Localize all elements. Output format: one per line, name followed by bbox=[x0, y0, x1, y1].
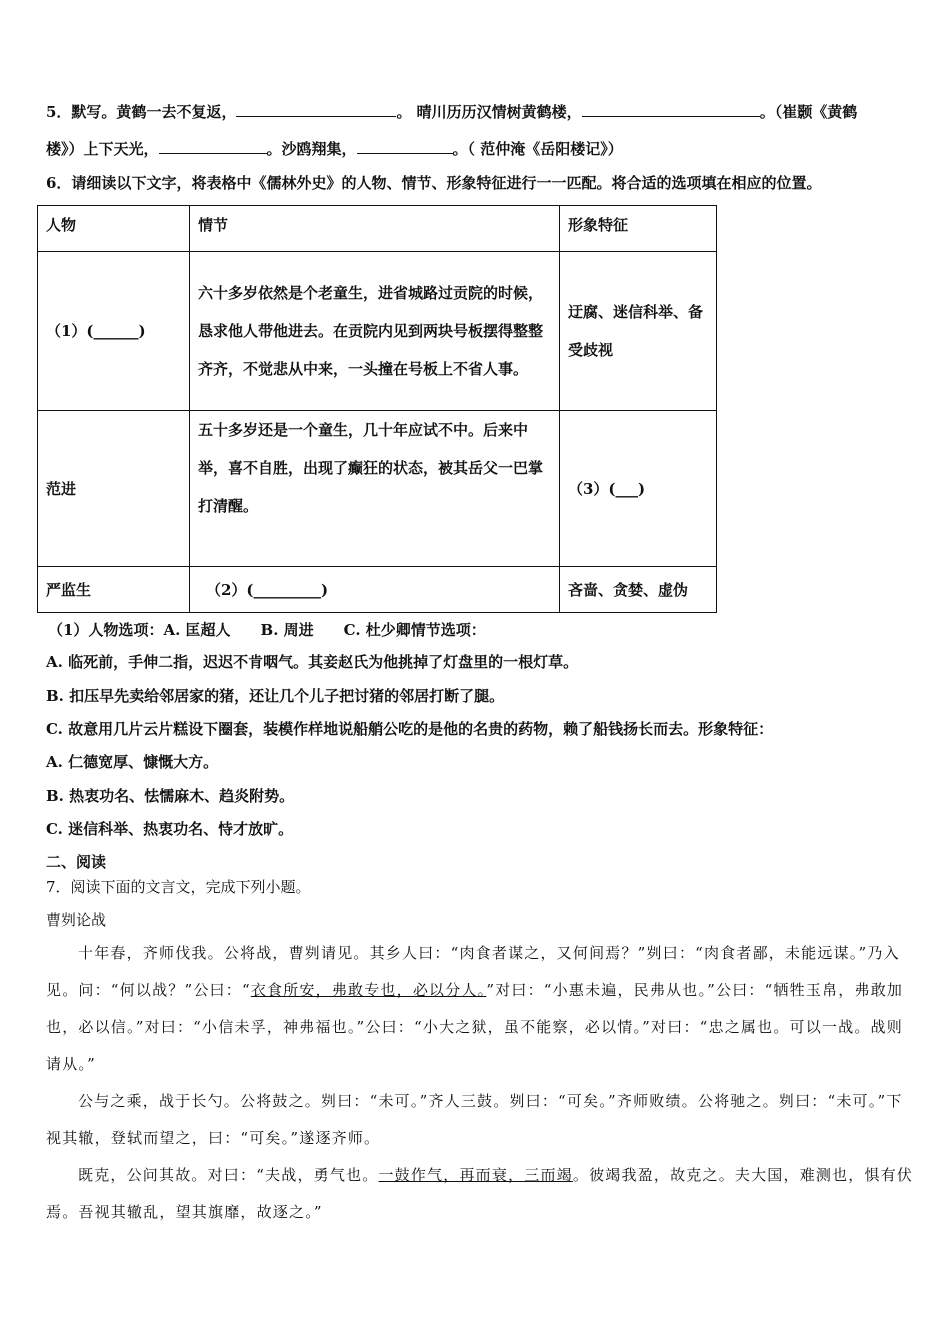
cell-trait: 迂腐、迷信科举、备受歧视 bbox=[560, 252, 717, 411]
matching-table bbox=[37, 205, 717, 613]
q5-text: 。沙鸥翔集， bbox=[266, 140, 357, 158]
passage-paragraph-1: 十年春，齐师伐我。公将战，曹刿请见。其乡人曰：“肉食者谋之，又何间焉？”刿曰：“肉食者鄙，未能远谋。”乃入见。问：“何以战？”公曰：“衣食所安，弗敢专也，必以分人。”对曰：“小惠未遍，民弗从也。”公曰：“牺牲玉帛，弗敢加也，必以信。”对曰：“小信未孚，神弗福也。”公曰：“小大之狱，虽不能察，必以情。”对曰：“忠之属也。可以一战。战则请从。” bbox=[46, 944, 904, 1073]
table-row bbox=[38, 252, 717, 411]
cell-trait[interactable]: （3）(___) bbox=[560, 411, 717, 567]
q5-blank-1[interactable] bbox=[236, 102, 396, 117]
options-line: B. 扣压早先卖给邻居家的猪，还让几个儿子把讨猪的邻居打断了腿。 bbox=[46, 687, 505, 705]
options-line: A. 仁德宽厚、慷慨大方。 bbox=[46, 753, 219, 771]
q5-text: 。（崔颢《黄鹤 bbox=[759, 103, 858, 121]
q5-blank-3[interactable] bbox=[159, 139, 267, 154]
header-person: 人物 bbox=[38, 206, 190, 252]
options-line: B. 热衷功名、怯懦麻木、趋炎附势。 bbox=[46, 787, 295, 805]
passage-title: 曹刿论战 bbox=[46, 911, 107, 929]
q5-line1 bbox=[46, 102, 857, 122]
header-plot: 情节 bbox=[190, 206, 560, 252]
underlined-phrase: 一鼓作气，再而衰，三而竭 bbox=[378, 1166, 573, 1184]
table-row bbox=[38, 567, 717, 613]
options-line: C. 故意用几片云片糕设下圈套，装模作样地说船艄公吃的是他的名贵的药物，赖了船钱扬长而去。形象特征： bbox=[46, 720, 774, 738]
options-line: （1）人物选项：A. 匡超人 B. 周进 C. 杜少卿情节选项： bbox=[48, 621, 486, 639]
q5-text: 5．默写。黄鹤一去不复返， bbox=[46, 103, 237, 121]
section-title: 二、阅读 bbox=[46, 853, 107, 871]
cell-plot: 五十多岁还是一个童生，几十年应试不中。后来中举，喜不自胜，出现了癫狂的状态，被其岳父一巴掌打清醒。 bbox=[190, 411, 560, 567]
options-line: A. 临死前，手伸二指，迟迟不肯咽气。其妾赵氏为他挑掉了灯盘里的一根灯草。 bbox=[46, 653, 579, 671]
q5-line2 bbox=[46, 139, 623, 159]
cell-plot: 六十多岁依然是个老童生，进省城路过贡院的时候，恳求他人带他进去。在贡院内见到两块号板摆得整整齐齐，不觉悲从中来，一头撞在号板上不省人事。 bbox=[190, 252, 560, 411]
table-row bbox=[38, 411, 717, 567]
q5-text: 。 晴川历历汉情树黄鹤楼， bbox=[396, 103, 582, 121]
q5-text: 楼》）上下天光， bbox=[46, 140, 159, 158]
passage-paragraph-3: 既克，公问其故。对曰：“夫战，勇气也。一鼓作气，再而衰，三而竭。彼竭我盈，故克之。夫大国，难测也，惧有伏焉。吾视其辙乱，望其旗靡，故逐之。” bbox=[46, 1166, 914, 1221]
cell-trait: 吝啬、贪婪、虚伪 bbox=[560, 567, 717, 613]
cell-person: 范进 bbox=[38, 411, 190, 567]
q5-blank-2[interactable] bbox=[582, 102, 760, 117]
q5-blank-4[interactable] bbox=[357, 139, 453, 154]
options-line: C. 迷信科举、热衷功名、恃才放旷。 bbox=[46, 820, 294, 838]
header-trait: 形象特征 bbox=[560, 206, 717, 252]
q6-prompt: 6．请细读以下文字，将表格中《儒林外史》的人物、情节、形象特征进行一一匹配。将合适的选项填在相应的位置。 bbox=[46, 174, 822, 192]
passage-paragraph-2: 公与之乘，战于长勺。公将鼓之。刿曰：“未可。”齐人三鼓。刿曰：“可矣。”齐师败绩。公将驰之。刿曰：“未可。”下视其辙，登轼而望之，曰：“可矣。”遂逐齐师。 bbox=[46, 1092, 903, 1147]
underlined-phrase: 衣食所安，弗敢专也，必以分人。 bbox=[250, 981, 487, 999]
cell-person: 严监生 bbox=[38, 567, 190, 613]
q7-prompt: 7．阅读下面的文言文，完成下列小题。 bbox=[46, 878, 311, 896]
q5-text: 。（ 范仲淹《岳阳楼记》） bbox=[452, 140, 623, 158]
cell-person[interactable]: （1）(______) bbox=[38, 252, 190, 411]
cell-plot[interactable]: （2）(_________) bbox=[190, 567, 560, 613]
table-header-row bbox=[38, 206, 717, 252]
